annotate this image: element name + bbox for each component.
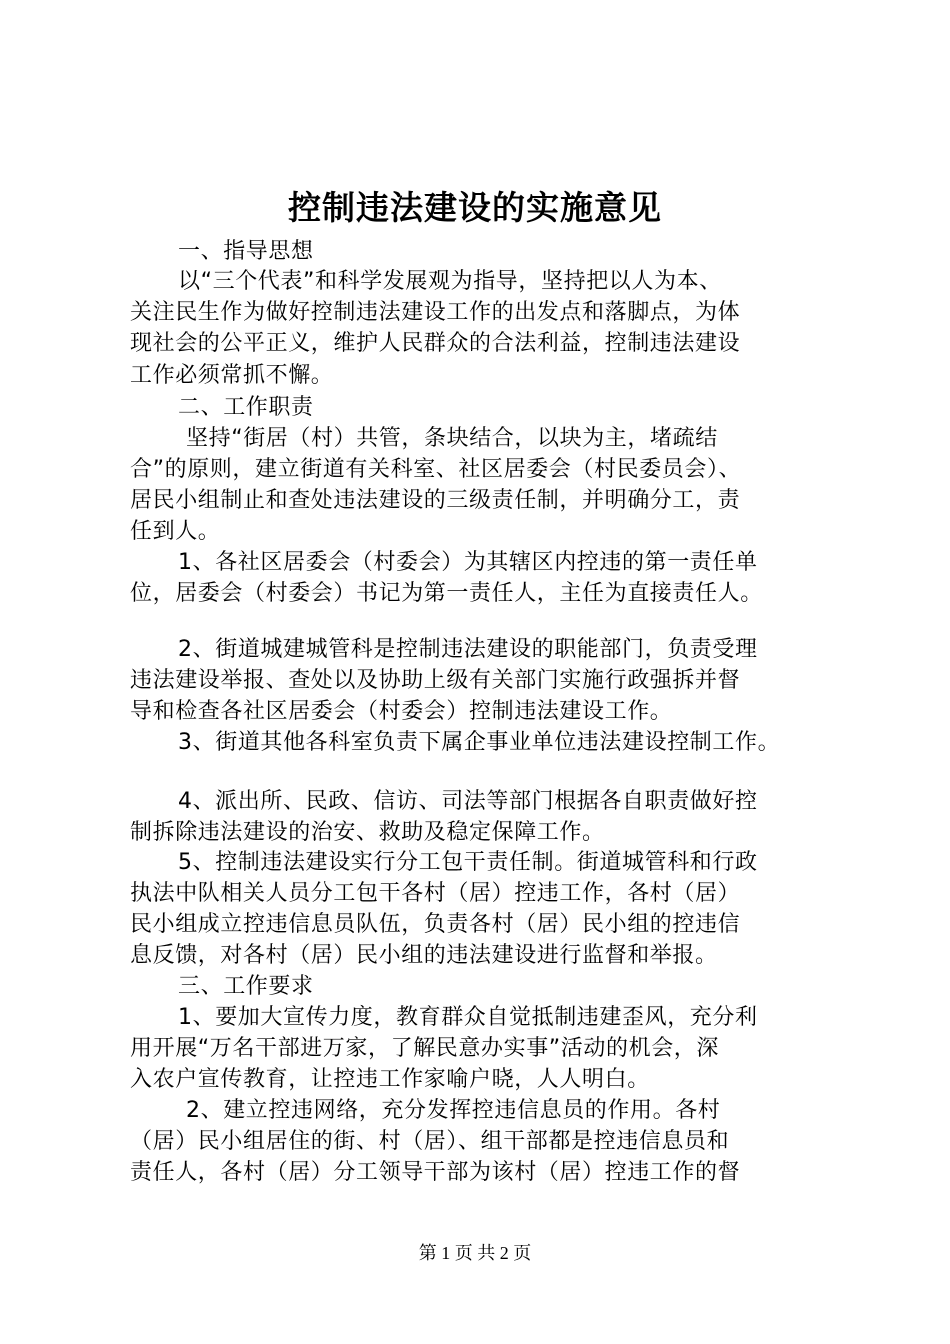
paragraph-line: 民小组成立控违信息员队伍，负责各村（居）民小组的控违信 xyxy=(130,912,741,937)
paragraph-line: 坚持“街居（村）共管，条块结合，以块为主，堵疏结 xyxy=(186,426,718,451)
paragraph-line: 导和检查各社区居委会（村委会）控制违法建设工作。 xyxy=(130,699,673,724)
paragraph-line: 执法中队相关人员分工包干各村（居）控违工作，各村（居） xyxy=(130,881,741,906)
section-heading-guiding-ideology: 一、指导思想 xyxy=(178,239,314,264)
paragraph-line: 2、建立控违网络，充分发挥控违信息员的作用。各村 xyxy=(186,1098,721,1123)
page-number-footer: 第 1 页 共 2 页 xyxy=(418,1243,532,1263)
paragraph-line: 5、控制违法建设实行分工包干责任制。街道城管科和行政 xyxy=(178,850,758,875)
paragraph-line: 息反馈，对各村（居）民小组的违法建设进行监督和举报。 xyxy=(130,943,718,968)
paragraph-line: 位，居委会（村委会）书记为第一责任人，主任为直接责任人。 xyxy=(130,581,763,606)
section-heading-responsibilities: 二、工作职责 xyxy=(178,395,314,420)
paragraph-line: 以“三个代表”和科学发展观为指导，坚持把以人为本、 xyxy=(178,269,722,294)
section-heading-requirements: 三、工作要求 xyxy=(178,974,314,999)
paragraph-line: 1、要加大宣传力度，教育群众自觉抵制违建歪风，充分利 xyxy=(178,1005,758,1030)
paragraph-line: 任到人。 xyxy=(130,519,221,544)
paragraph-line: 工作必须常抓不懈。 xyxy=(130,363,334,388)
paragraph-line: 居民小组制止和查处违法建设的三级责任制，并明确分工，责 xyxy=(130,488,741,513)
paragraph-line: 现社会的公平正义，维护人民群众的合法利益，控制违法建设 xyxy=(130,331,741,356)
paragraph-line: 用开展“万名干部进万家，了解民意办实事”活动的机会，深 xyxy=(130,1036,719,1061)
paragraph-line: 2、街道城建城管科是控制违法建设的职能部门，负责受理 xyxy=(178,637,758,662)
paragraph-line: 1、各社区居委会（村委会）为其辖区内控违的第一责任单 xyxy=(178,550,758,575)
paragraph-line: 4、派出所、民政、信访、司法等部门根据各自职责做好控 xyxy=(178,789,758,814)
paragraph-line: 违法建设举报、查处以及协助上级有关部门实施行政强拆并督 xyxy=(130,668,741,693)
paragraph-line: 制拆除违法建设的治安、救助及稳定保障工作。 xyxy=(130,820,605,845)
paragraph-line: 责任人，各村（居）分工领导干部为该村（居）控违工作的督 xyxy=(130,1160,741,1185)
document-title: 控制违法建设的实施意见 xyxy=(288,188,662,227)
paragraph-line: 3、街道其他各科室负责下属企事业单位违法建设控制工作。 xyxy=(178,730,781,755)
paragraph-line: 合”的原则，建立街道有关科室、社区居委会（村民委员会）、 xyxy=(130,457,742,482)
paragraph-line: （居）民小组居住的街、村（居）、组干部都是控违信息员和 xyxy=(130,1129,730,1154)
paragraph-line: 关注民生作为做好控制违法建设工作的出发点和落脚点，为体 xyxy=(130,300,741,325)
paragraph-line: 入农户宣传教育，让控违工作家喻户晓，人人明白。 xyxy=(130,1067,650,1092)
